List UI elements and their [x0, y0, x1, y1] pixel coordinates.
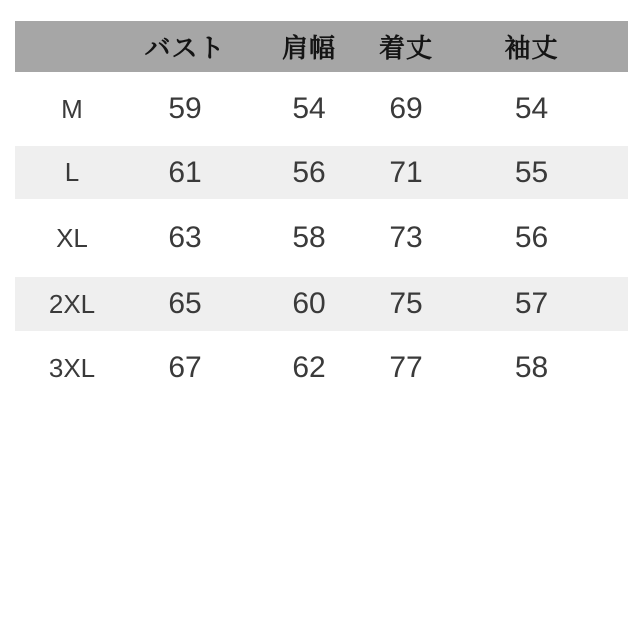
shoulder-value: 62: [292, 351, 326, 384]
shoulder-value: 60: [292, 287, 326, 320]
size-label: M: [61, 93, 83, 124]
bust-value: 63: [168, 221, 202, 254]
sleeve-value: 55: [514, 155, 549, 189]
header-row: [15, 21, 628, 72]
header-cell-length: 着丈: [378, 34, 433, 64]
size-label: L: [64, 157, 80, 187]
size-label: XL: [56, 222, 88, 253]
size-chart-table: [15, 21, 628, 405]
table-row-3xl: [15, 331, 628, 405]
table-row-2xl: [15, 277, 628, 331]
shoulder-value: 58: [292, 221, 326, 254]
bust-value: 65: [168, 287, 202, 320]
size-label: 2XL: [48, 288, 96, 319]
sleeve-value: 57: [514, 287, 549, 320]
length-value: 75: [389, 287, 423, 320]
sleeve-value: 54: [514, 92, 549, 125]
header-cell-sleeve: 袖丈: [504, 34, 559, 64]
shoulder-value: 54: [292, 92, 326, 125]
table-row-l: [15, 146, 628, 199]
bust-value: 67: [168, 351, 202, 384]
sleeve-value: 58: [514, 351, 549, 384]
length-value: 71: [389, 155, 423, 189]
header-cell-shoulder: 肩幅: [281, 34, 336, 64]
table-row-m: [15, 72, 628, 146]
sleeve-value: 56: [514, 221, 549, 254]
table-row-xl: [15, 199, 628, 277]
length-value: 73: [389, 221, 423, 254]
length-value: 77: [389, 351, 423, 384]
size-label: 3XL: [48, 352, 96, 383]
shoulder-value: 56: [292, 155, 326, 189]
length-value: 69: [389, 92, 423, 125]
bust-value: 59: [168, 92, 202, 125]
header-cell-bust: バスト: [144, 34, 226, 64]
bust-value: 61: [168, 155, 202, 189]
